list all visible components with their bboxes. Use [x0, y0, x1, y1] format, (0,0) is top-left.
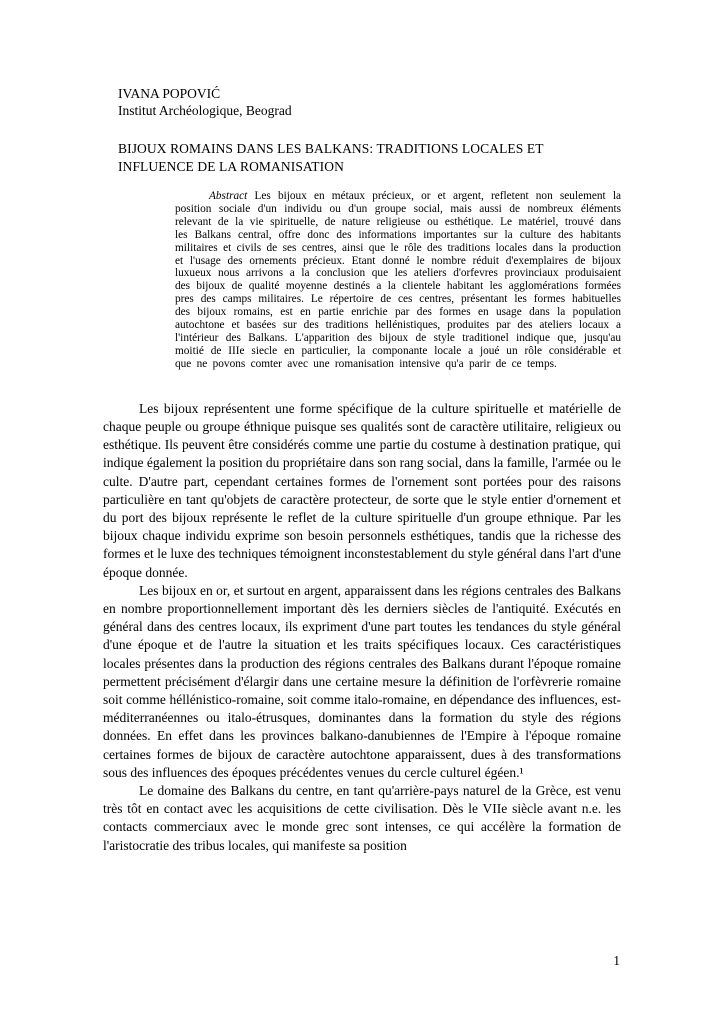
page-number: 1 — [613, 953, 620, 968]
body-text — [103, 400, 621, 855]
author-name: IVANA POPOVIĆ — [118, 86, 221, 101]
author-affiliation: Institut Archéologique, Beograd — [118, 103, 292, 118]
abstract-paragraph — [175, 190, 621, 371]
paper-title: BIJOUX ROMAINS DANS LES BALKANS: TRADITIONS LOCALES ET INFLUENCE DE LA ROMANISATION — [118, 141, 544, 174]
abstract-label: Abstract — [209, 190, 248, 202]
body-paragraph-1: Les bijoux représentent une forme spécifique de la culture spirituelle et matérielle de chaque peuple ou groupe éthnique puisque ses qualités sont de caractère utilitaire, religieux ou esthétique. Ils peuvent être considérés comme une partie du costume à destination pratique, qui indique également la position du propriétaire dans son rang social, dans la famille, l'armée ou le culte. D'autre part, cependant certaines formes de l'ornement sont portées pour des raisons particulière en tant qu'objets de caractère protecteur, de sorte que le style entier d'ornement et du port des bijoux représente le reflet de la culture spirituelle d'un groupe ethnique. Par les bijoux chaque individu exprime son besoin personnels esthétiques, tandis que la richesse des formes et le luxe des techniques témoignent inconstestablement du style général dans l'art d'une époque donnée. — [103, 400, 621, 580]
body-paragraph-2: Les bijoux en or, et surtout en argent, apparaissent dans les régions centrales des Balkans en nombre proportionnellement important dès les derniers siècles de l'antiquité. Exécutés en général dans des centres locaux, ils expriment d'une part toutes les tendances du style général d'une époque et de l'autre la situation et les traits spécifiques locaux. Ces caractéristiques locales présentes dans la production des régions centrales des Balkans durant l'époque romaine permettent précisément d'élargir dans une certaine mesure la définition de l'orfèvrerie romaine soit comme héllénistico-romaine, soit comme italo-romaine, en dépendance des influences, est-méditerranéennes ou italo-étrusques, dominantes dans la formation du style des régions données. En effet dans les provinces balkano-danubiennes de l'Empire à l'époque romaine certaines formes de bijoux de caractère autochtone apparaissent, dues à des transformations sous des influences des époques précédentes venues du cercle culturel égéen.¹ — [103, 582, 621, 780]
body-paragraph-3: Le domaine des Balkans du centre, en tant qu'arrière-pays naturel de la Grèce, est venu très tôt en contact avec les acquisitions de cette civilisation. Dès le VIIe siècle avant n.e. les contacts commerciaux avec le monde grec sont intenses, ce qui accélère la formation de l'aristocratie des tribus locales, qui manifeste sa position — [103, 782, 621, 853]
abstract-text: Les bijoux en métaux précieux, or et argent, refletent non seulement la position sociale d'un individu ou d'un groupe social, mais aussi de nombreux éléments relevant de la vie spirituelle, de nature religieuse ou esthétique. Le matériel, trouvé dans les Balkans central, offre donc des informations importantes sur la culture des habitants militaires et civils de ses centres, ainsi que le rôle des traditions locales dans la production et l'usage des ornements précieux. Etant donné le nombre réduit d'exemplaires de bijoux luxueux nous arrivons a la conclusion que les ateliers d'orfevres provinciaux produisaient des bijoux de qualité moyenne destinés a la clientele habitant les agglomérations formées pres des camps militaires. Le répertoire de ces centres, présentant les formes habituelles des bijoux romains, est en partie enrichie par des formes en usage dans la population autochtone et basées sur des traditions hellénistiques, produites par des ateliers locaux a l'intérieur des Balkans. L'apparition des bijoux de style traditionel indique que, jusqu'au moitié de IIIe siecle en particulier, la componante locale a joué un rôle considérable et que ne povons comter avec une romanisation intensive qu'a parir de ce temps. — [175, 190, 622, 370]
author-block — [118, 85, 621, 119]
